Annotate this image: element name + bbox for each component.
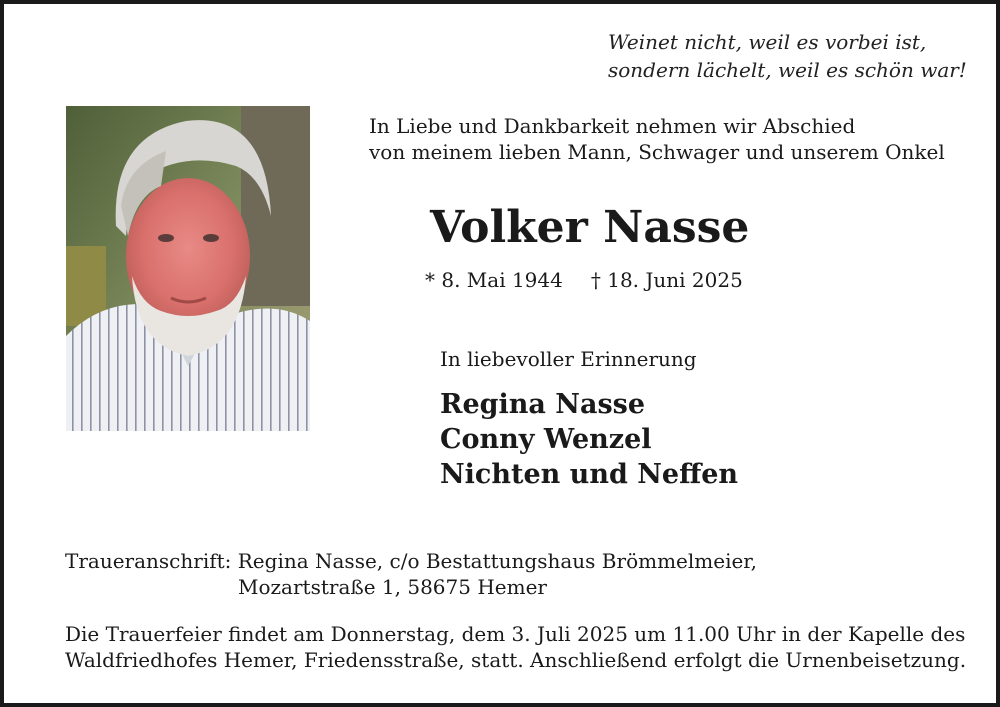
ceremony-line-2: Waldfriedhofes Hemer, Friedensstraße, statt. Anschließend erfolgt die Urnenbeisetzung. xyxy=(65,648,967,672)
mourner-name: Conny Wenzel xyxy=(440,424,652,455)
motto-line-1: Weinet nicht, weil es vorbei ist, xyxy=(608,30,927,54)
intro-text xyxy=(369,113,969,165)
motto-line-2: sondern lächelt, weil es schön war! xyxy=(608,58,967,82)
portrait-illustration xyxy=(66,106,310,431)
mourner-name: Regina Nasse xyxy=(440,389,646,420)
memory-text: In liebevoller Erinnerung xyxy=(440,347,697,371)
portrait-photo xyxy=(66,106,310,431)
mourner-name: Nichten und Neffen xyxy=(440,459,739,490)
birth-date: * 8. Mai 1944 xyxy=(425,268,563,292)
deceased-name: Volker Nasse xyxy=(430,202,750,253)
ceremony-line-1: Die Trauerfeier findet am Donnerstag, dem 3. Juli 2025 um 11.00 Uhr in der Kapelle des xyxy=(65,622,966,646)
death-date: † 18. Juni 2025 xyxy=(590,268,743,292)
ceremony-details xyxy=(65,621,965,673)
intro-line-2: von meinem lieben Mann, Schwager und unserem Onkel xyxy=(369,140,945,164)
intro-line-1: In Liebe und Dankbarkeit nehmen wir Abschied xyxy=(369,114,856,138)
mourners-list xyxy=(440,387,738,492)
address-line-2: Mozartstraße 1, 58675 Hemer xyxy=(238,575,547,599)
mourning-address xyxy=(65,548,757,600)
motto-quote xyxy=(608,28,968,84)
life-dates xyxy=(425,266,743,294)
address-line-1: Traueranschrift: Regina Nasse, c/o Bestattungshaus Brömmelmeier, xyxy=(65,549,758,573)
